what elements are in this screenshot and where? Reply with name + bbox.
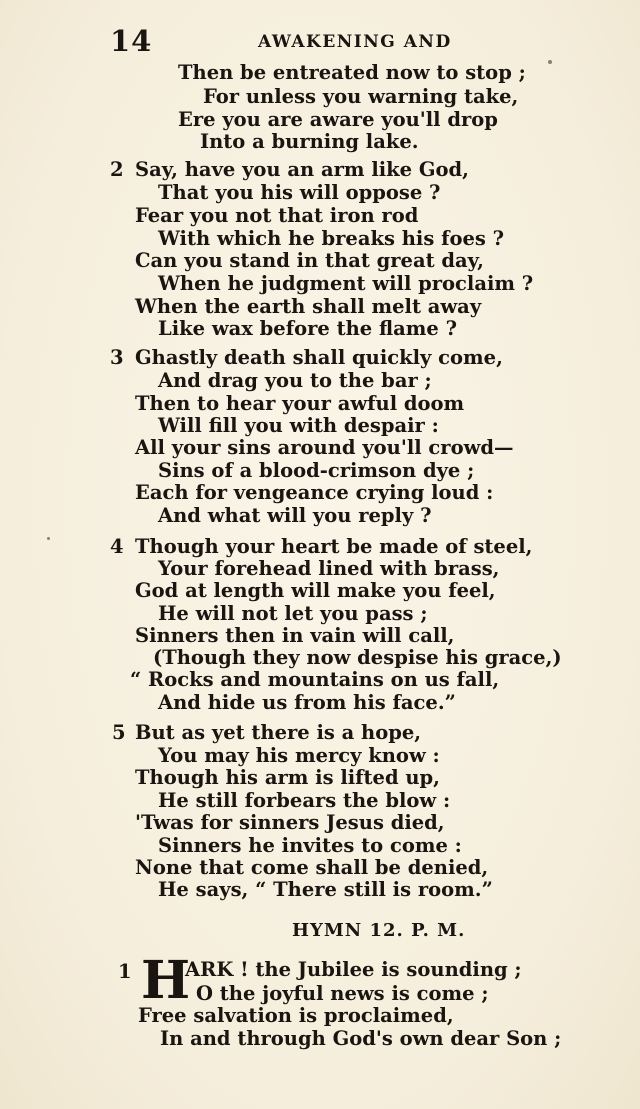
stanza-number: 2 xyxy=(110,158,124,181)
verse-line: When he judgment will proclaim ? xyxy=(158,272,534,295)
page-header xyxy=(110,24,530,58)
ink-speck xyxy=(47,537,50,540)
verse-line: Ere you are aware you'll drop xyxy=(178,108,498,131)
verse-line: Though your heart be made of steel, xyxy=(135,535,533,558)
verse-line: Ghastly death shall quickly come, xyxy=(135,346,503,369)
verse-line: Though his arm is lifted up, xyxy=(135,766,440,789)
verse-line: He says, “ There still is room.” xyxy=(158,878,493,901)
verse-line: Free salvation is proclaimed, xyxy=(138,1004,454,1027)
verse-line: Will fill you with despair : xyxy=(158,414,439,437)
verse-line: None that come shall be denied, xyxy=(135,856,489,879)
stanza-number: 5 xyxy=(112,721,126,744)
verse-line: Then be entreated now to stop ; xyxy=(178,61,526,84)
verse-line: And drag you to the bar ; xyxy=(158,369,432,392)
stanza-number: 4 xyxy=(110,535,124,558)
verse-line: ARK ! the Jubilee is sounding ; xyxy=(185,958,522,981)
verse-line: And what will you reply ? xyxy=(158,504,432,527)
verse-line: When the earth shall melt away xyxy=(135,295,482,318)
verse-line: Like wax before the flame ? xyxy=(158,317,458,340)
verse-line: 'Twas for sinners Jesus died, xyxy=(135,811,445,834)
ink-speck xyxy=(548,60,552,64)
verse-line: He will not let you pass ; xyxy=(158,602,428,625)
verse-line: For unless you warning take, xyxy=(203,85,519,108)
stanza-number: 3 xyxy=(110,346,124,369)
hymn-title: HYMN 12. P. M. xyxy=(292,920,466,941)
verse-line: Sinners he invites to come : xyxy=(158,834,462,857)
running-head: AWAKENING AND xyxy=(258,32,452,52)
verse-line: Then to hear your awful doom xyxy=(135,392,465,415)
verse-line: O the joyful news is come ; xyxy=(196,982,489,1005)
verse-line: Into a burning lake. xyxy=(200,130,419,153)
verse-line: (Though they now despise his grace,) xyxy=(153,646,562,669)
verse-line: Say, have you an arm like God, xyxy=(135,158,469,181)
verse-line: Fear you not that iron rod xyxy=(135,204,419,227)
verse-line: “ Rocks and mountains on us fall, xyxy=(130,668,500,691)
verse-line: All your sins around you'll crowd— xyxy=(135,436,514,459)
page-number: 14 xyxy=(110,24,153,58)
verse-line: But as yet there is a hope, xyxy=(135,721,422,744)
stanza-number: 1 xyxy=(118,960,132,983)
verse-line: That you his will oppose ? xyxy=(158,181,441,204)
verse-line: You may his mercy know : xyxy=(158,744,440,767)
verse-line: And hide us from his face.” xyxy=(158,691,456,714)
verse-line: Can you stand in that great day, xyxy=(135,249,484,272)
verse-line: In and through God's own dear Son ; xyxy=(160,1027,562,1050)
verse-line: Your forehead lined with brass, xyxy=(158,557,500,580)
verse-line: He still forbears the blow : xyxy=(158,789,451,812)
verse-line: Each for vengeance crying loud : xyxy=(135,481,494,504)
drop-cap: H xyxy=(141,950,191,1011)
verse-line: God at length will make you feel, xyxy=(135,579,496,602)
verse-line: Sins of a blood-crimson dye ; xyxy=(158,459,475,482)
verse-line: With which he breaks his foes ? xyxy=(158,227,505,250)
verse-line: Sinners then in vain will call, xyxy=(135,624,455,647)
